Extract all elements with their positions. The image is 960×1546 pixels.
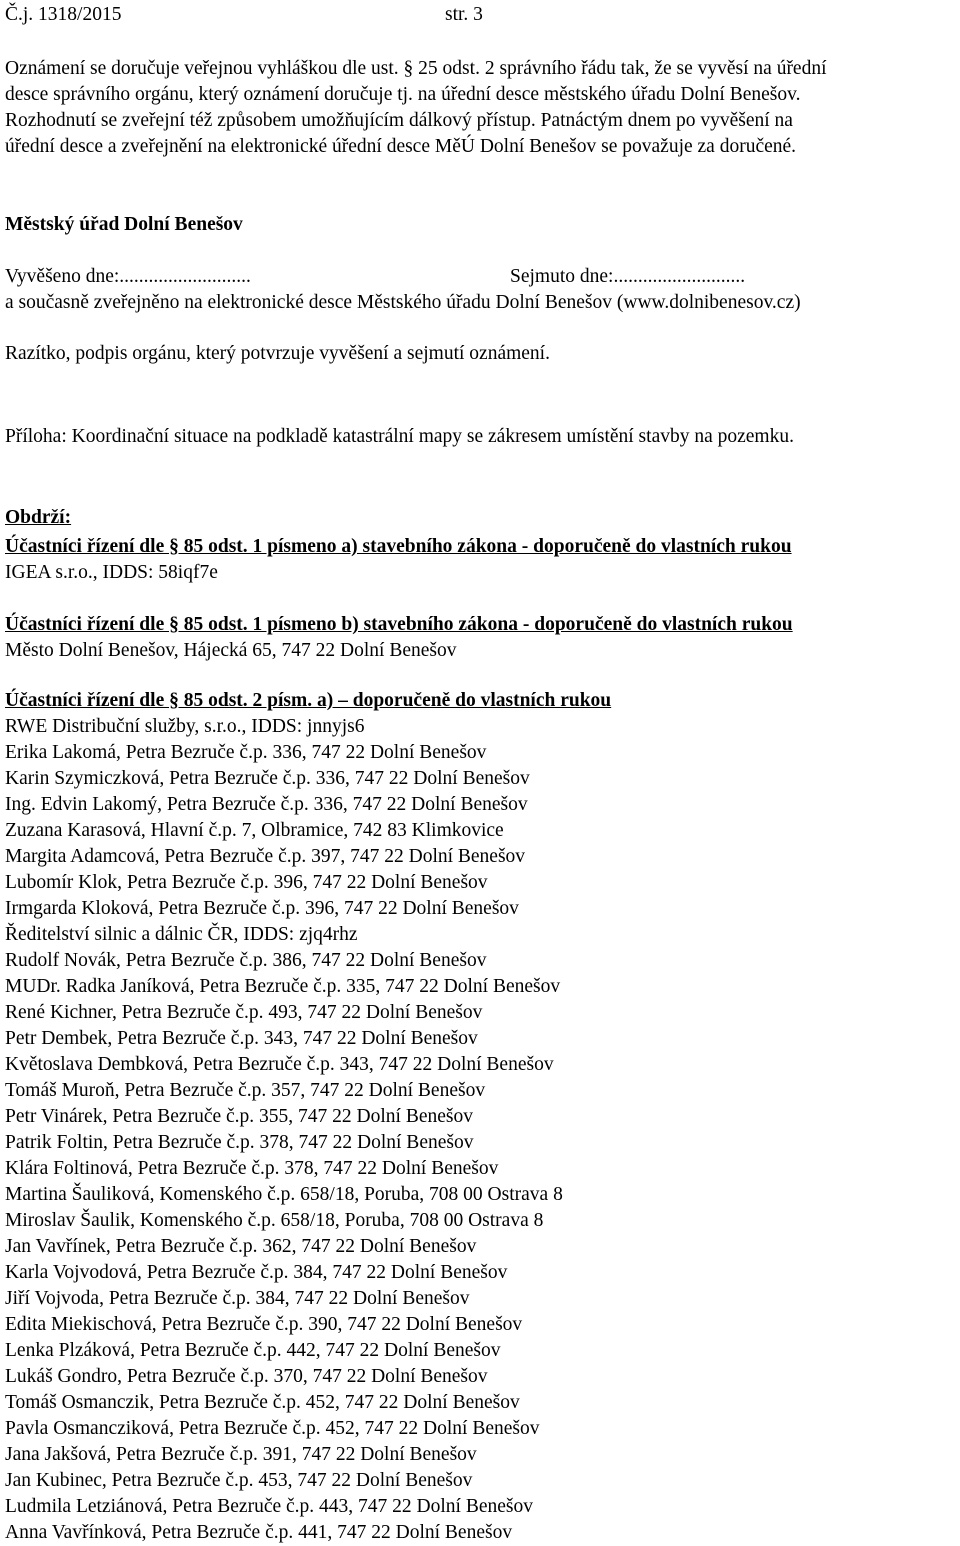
posting-dates <box>5 264 955 290</box>
group-heading: Účastníci řízení dle § 85 odst. 1 písmeno b) stavebního zákona - doporučeně do vlastních rukou <box>5 614 793 635</box>
recipient-item: Jana Jakšová, Petra Bezruče č.p. 391, 747 22 Dolní Benešov <box>5 1444 477 1465</box>
recipient-item: RWE Distribuční služby, s.r.o., IDDS: jnnyjs6 <box>5 716 365 737</box>
page-number: str. 3 <box>445 4 483 25</box>
recipient-item: Edita Miekischová, Petra Bezruče č.p. 390, 747 22 Dolní Benešov <box>5 1314 523 1335</box>
recipient-item: Ing. Edvin Lakomý, Petra Bezruče č.p. 336, 747 22 Dolní Benešov <box>5 794 528 815</box>
recipient-item: Klára Foltinová, Petra Bezruče č.p. 378, 747 22 Dolní Benešov <box>5 1158 499 1179</box>
recipient-item: Ředitelství silnic a dálnic ČR, IDDS: zjq4rhz <box>5 924 358 945</box>
notice-line: Oznámení se doručuje veřejnou vyhláškou dle ust. § 25 odst. 2 správního řádu tak, že se vyvěsí na úřední <box>5 58 827 79</box>
recipient-item: Květoslava Dembková, Petra Bezruče č.p. 343, 747 22 Dolní Benešov <box>5 1054 554 1075</box>
group-heading: Účastníci řízení dle § 85 odst. 1 písmeno a) stavebního zákona - doporučeně do vlastních rukou <box>5 536 792 557</box>
recipient-item: Petr Dembek, Petra Bezruče č.p. 343, 747 22 Dolní Benešov <box>5 1028 478 1049</box>
recipient-item: Jiří Vojvoda, Petra Bezruče č.p. 384, 747 22 Dolní Benešov <box>5 1288 470 1309</box>
removed-date-label: Sejmuto dne:........................... <box>510 266 746 287</box>
recipient-item: Jan Vavřínek, Petra Bezruče č.p. 362, 747 22 Dolní Benešov <box>5 1236 477 1257</box>
recipient-item: Patrik Foltin, Petra Bezruče č.p. 378, 747 22 Dolní Benešov <box>5 1132 474 1153</box>
recipient-item: Tomáš Muroň, Petra Bezruče č.p. 357, 747 22 Dolní Benešov <box>5 1080 486 1101</box>
page-header <box>5 2 955 28</box>
published-line: a současně zveřejněno na elektronické desce Městského úřadu Dolní Benešov (www.dolnibenesov.cz) <box>5 292 801 313</box>
recipient-item: Rudolf Novák, Petra Bezruče č.p. 386, 747 22 Dolní Benešov <box>5 950 487 971</box>
recipient-item: Lenka Plzáková, Petra Bezruče č.p. 442, 747 22 Dolní Benešov <box>5 1340 501 1361</box>
attachment-line: Příloha: Koordinační situace na podkladě katastrální mapy se zákresem umístění stavby na pozemku. <box>5 426 794 447</box>
recipient-item: Lukáš Gondro, Petra Bezruče č.p. 370, 747 22 Dolní Benešov <box>5 1366 488 1387</box>
notice-line: úřední desce a zveřejnění na elektronické úřední desce MěÚ Dolní Benešov se považuje za doručené. <box>5 136 797 157</box>
recipient-item: IGEA s.r.o., IDDS: 58iqf7e <box>5 562 218 583</box>
reference-number: Č.j. 1318/2015 <box>5 4 122 25</box>
recipient-item: Margita Adamcová, Petra Bezruče č.p. 397, 747 22 Dolní Benešov <box>5 846 526 867</box>
recipient-group-b <box>5 612 955 664</box>
recipient-item: Erika Lakomá, Petra Bezruče č.p. 336, 747 22 Dolní Benešov <box>5 742 487 763</box>
recipient-item: Irmgarda Kloková, Petra Bezruče č.p. 396, 747 22 Dolní Benešov <box>5 898 519 919</box>
recipient-group-c <box>5 688 955 1546</box>
recipient-item: Lubomír Klok, Petra Bezruče č.p. 396, 747 22 Dolní Benešov <box>5 872 488 893</box>
notice-line: Rozhodnutí se zveřejní též způsobem umožňujícím dálkový přístup. Patnáctým dnem po vyvěšení na <box>5 110 793 131</box>
recipient-item: Ludmila Letziánová, Petra Bezruče č.p. 443, 747 22 Dolní Benešov <box>5 1496 533 1517</box>
notice-paragraph <box>5 56 955 160</box>
group-heading: Účastníci řízení dle § 85 odst. 2 písm. a) – doporučeně do vlastních rukou <box>5 690 612 711</box>
recipient-item: Karla Vojvodová, Petra Bezruče č.p. 384, 747 22 Dolní Benešov <box>5 1262 508 1283</box>
recipient-item: Pavla Osmancziková, Petra Bezruče č.p. 452, 747 22 Dolní Benešov <box>5 1418 540 1439</box>
posted-date-label: Vyvěšeno dne:........................... <box>5 266 251 287</box>
stamp-line: Razítko, podpis orgánu, který potvrzuje vyvěšení a sejmutí oznámení. <box>5 343 550 364</box>
recipient-item: Anna Vavřínková, Petra Bezruče č.p. 441, 747 22 Dolní Benešov <box>5 1522 513 1543</box>
recipient-item: Tomáš Osmanczik, Petra Bezruče č.p. 452, 747 22 Dolní Benešov <box>5 1392 520 1413</box>
recipient-item: Město Dolní Benešov, Hájecká 65, 747 22 Dolní Benešov <box>5 640 457 661</box>
recipient-item: Petr Vinárek, Petra Bezruče č.p. 355, 747 22 Dolní Benešov <box>5 1106 473 1127</box>
recipient-item: MUDr. Radka Janíková, Petra Bezruče č.p. 335, 747 22 Dolní Benešov <box>5 976 561 997</box>
recipient-item: Miroslav Šaulik, Komenského č.p. 658/18, Poruba, 708 00 Ostrava 8 <box>5 1210 544 1231</box>
recipient-item: Martina Šauliková, Komenského č.p. 658/18, Poruba, 708 00 Ostrava 8 <box>5 1184 563 1205</box>
recipient-item: Karin Szymiczková, Petra Bezruče č.p. 336, 747 22 Dolní Benešov <box>5 768 530 789</box>
recipient-item: René Kichner, Petra Bezruče č.p. 493, 747 22 Dolní Benešov <box>5 1002 483 1023</box>
recipient-item: Zuzana Karasová, Hlavní č.p. 7, Olbramice, 742 83 Klimkovice <box>5 820 504 841</box>
office-title: Městský úřad Dolní Benešov <box>5 214 243 235</box>
recipient-list <box>5 714 955 1546</box>
document-page <box>5 0 955 1543</box>
notice-line: desce správního orgánu, který oznámení doručuje tj. na úřední desce městského úřadu Dolní Benešov. <box>5 84 801 105</box>
recipient-item: Jan Kubinec, Petra Bezruče č.p. 453, 747 22 Dolní Benešov <box>5 1470 473 1491</box>
recipients-title: Obdrží: <box>5 507 72 528</box>
recipient-group-a <box>5 534 955 586</box>
